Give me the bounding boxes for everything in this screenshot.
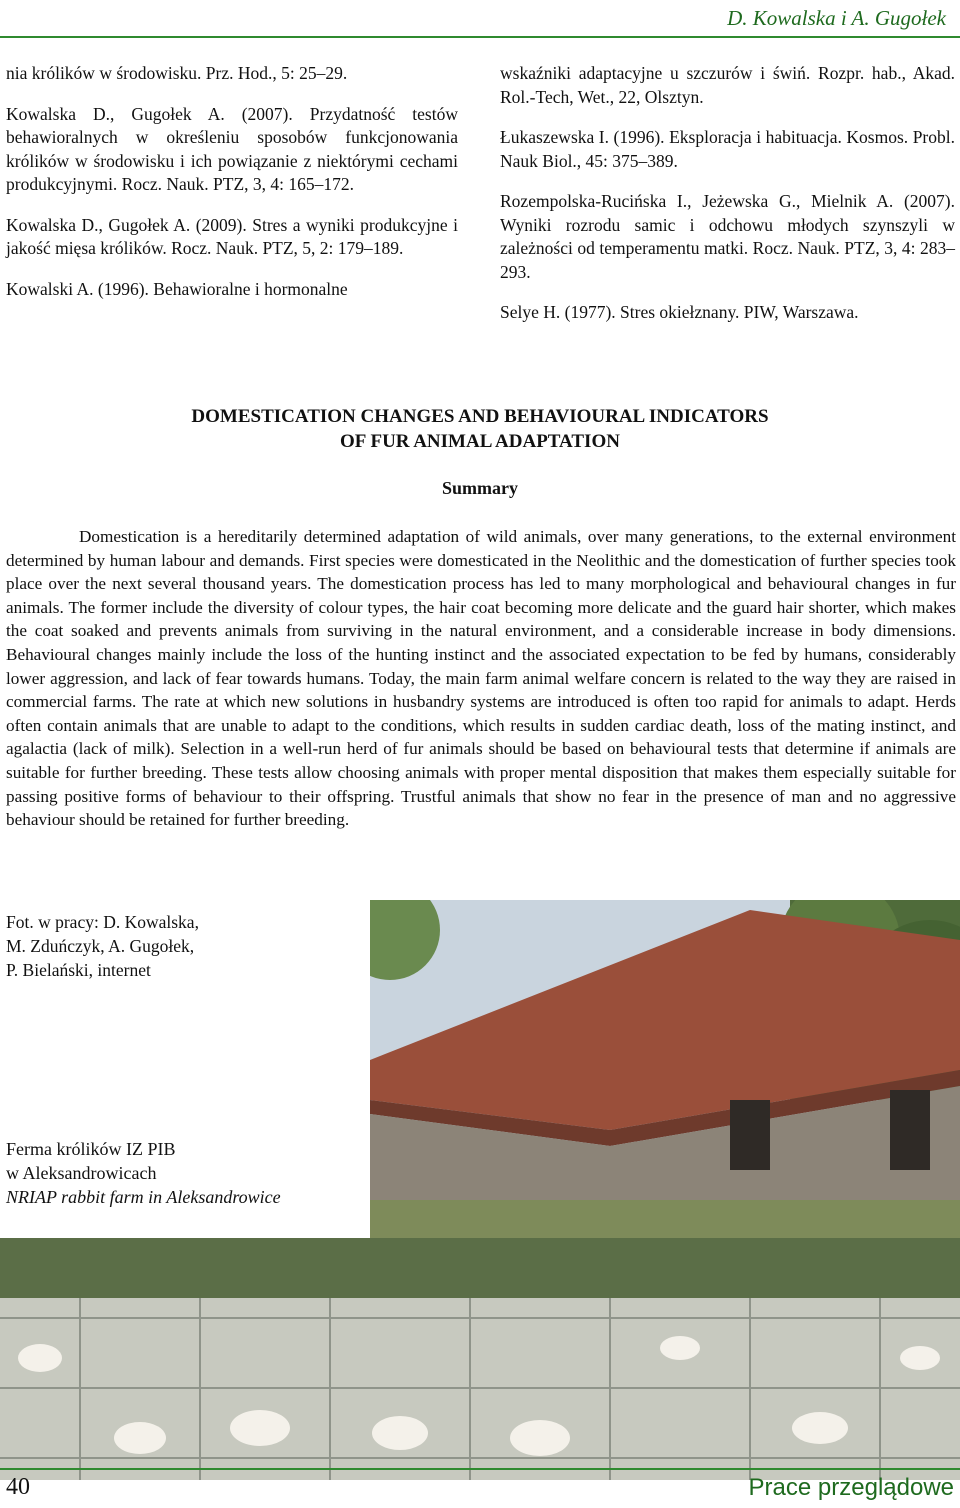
title-line-2: OF FUR ANIMAL ADAPTATION	[340, 431, 620, 452]
title-line-1: DOMESTICATION CHANGES AND BEHAVIOURAL INDICATORS	[191, 406, 769, 427]
footer-rule	[0, 1468, 960, 1470]
farm-building-photo	[370, 900, 960, 1246]
caption-line-english: NRIAP rabbit farm in Aleksandrowice	[6, 1187, 281, 1207]
photo-credit	[6, 910, 199, 982]
page-number: 40	[6, 1474, 30, 1500]
photo-credit-line: M. Zduńczyk, A. Gugołek,	[6, 936, 195, 956]
reference-entry: nia królików w środowisku. Prz. Hod., 5: 25–29.	[6, 63, 348, 83]
reference-entry: Kowalski A. (1996). Behawioralne i hormonalne	[6, 278, 348, 299]
section-label: Prace przeglądowe	[748, 1474, 954, 1501]
running-header-authors: D. Kowalska i A. Gugołek	[727, 6, 946, 30]
reference-entry: Selye H. (1977). Stres okiełznany. PIW, Warszawa.	[500, 302, 859, 322]
summary-paragraph: Domestication is a hereditarily determined adaptation of wild animals, over many generations, to the external environment determined by human labour and demands. First species were domesticated in the Neolithic and the domestication of further species took place over the next several thousand years. The domestication process has led to many morphological and behavioural changes in fur animals. The former include the diversity of colour types, the hair coat becoming more delicate and the guard hair shorter, which makes the coat soaked and prevents animals from surviving in the natural environment, and a considerable increase in body dimensions. Behavioural changes mainly include the loss of the hunting instinct and the associated expectation to be fed by humans, considerably lower aggression, and lack of fear towards humans. Today, the main farm animal welfare concern is related to the way they are raised in commercial farms. The rate at which new solutions in husbandry systems are introduced is often too rapid for animals to adapt. Herds often contain animals that are unable to adapt to the conditions, which results in sudden cardiac death, loss of the mating instinct, and agalactia (lack of milk). Selection in a well-run herd of fur animals should be based on behavioural tests that determine if animals are suitable for further breeding. These tests allow choosing animals with proper mental disposition that makes them especially suitable for passing positive forms of behaviour to their offspring. Trustful animals that show no fear in the presence of man and no aggressive behaviour should be retained for further breeding.	[6, 527, 956, 830]
photo-credit-line: P. Bielański, internet	[6, 960, 151, 980]
caption-line: Ferma królików IZ PIB	[6, 1139, 176, 1159]
references-right-column	[500, 62, 955, 342]
reference-entry: Kowalska D., Gugołek A. (2007). Przydatność testów behawioralnych w określeniu sposobów funkcjonowania królików w środowisku i ich powiązanie z niektórymi cechami produkcyjnymi. Rocz. Nauk. PTZ, 3, 4: 165–172.	[6, 103, 458, 194]
summary-heading: Summary	[442, 478, 518, 498]
photo-caption	[6, 1137, 281, 1209]
reference-entry: Rozempolska-Rucińska I., Jeżewska G., Mielnik A. (2007). Wyniki rozrodu samic i odchowu młodych szynszyli w zależności od temperamentu matki. Rocz. Nauk. PTZ, 3, 4: 283–293.	[500, 191, 955, 282]
reference-entry: Łukaszewska I. (1996). Eksploracja i habituacja. Kosmos. Probl. Nauk Biol., 45: 375–389.	[500, 127, 955, 171]
reference-entry: Kowalska D., Gugołek A. (2009). Stres a wyniki produkcyjne i jakość mięsa królików. Rocz. Nauk. PTZ, 5, 2: 179–189.	[6, 214, 458, 258]
references-left-column	[6, 62, 458, 318]
rabbit-cages-photo	[0, 1238, 960, 1480]
photo-credit-line: Fot. w pracy: D. Kowalska,	[6, 912, 199, 932]
article-title	[0, 404, 960, 454]
header-rule	[0, 36, 960, 38]
reference-entry: wskaźniki adaptacyjne u szczurów i świń. Rozpr. hab., Akad. Rol.-Tech, Wet., 22, Olsztyn.	[500, 63, 955, 107]
caption-line: w Aleksandrowicach	[6, 1163, 157, 1183]
